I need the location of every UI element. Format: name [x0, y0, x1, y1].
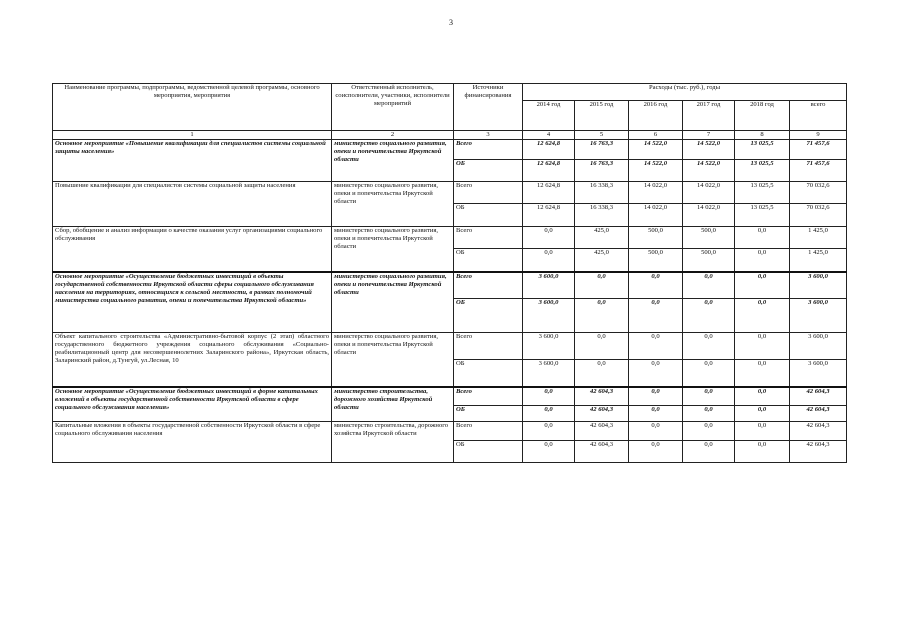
column-number: 5 — [575, 131, 629, 140]
expense-total: 42 604,3 — [790, 406, 847, 422]
page-number: 3 — [449, 18, 453, 27]
expense-value: 42 604,3 — [575, 387, 629, 406]
expense-value: 42 604,3 — [575, 406, 629, 422]
expense-value: 14 522,0 — [629, 160, 683, 182]
expense-value: 13 025,5 — [735, 204, 790, 227]
expense-value: 0,0 — [523, 227, 575, 249]
column-number: 1 — [53, 131, 332, 140]
expense-value: 0,0 — [629, 406, 683, 422]
expense-total: 1 425,0 — [790, 227, 847, 249]
expense-value: 14 022,0 — [683, 182, 735, 204]
funding-source: ОБ — [454, 406, 523, 422]
funding-source: ОБ — [454, 299, 523, 333]
header-year: 2017 год — [683, 101, 735, 131]
header-year: 2018 год — [735, 101, 790, 131]
column-number: 2 — [332, 131, 454, 140]
expense-total: 3 600,0 — [790, 360, 847, 387]
expense-value: 0,0 — [683, 406, 735, 422]
expense-value: 0,0 — [629, 441, 683, 463]
funding-source: ОБ — [454, 360, 523, 387]
expense-value: 0,0 — [683, 299, 735, 333]
funding-source: Всего — [454, 387, 523, 406]
expense-total: 70 032,6 — [790, 204, 847, 227]
measure-name: Основное мероприятие «Осуществление бюджетных инвестиций в форме капитальных вложений в объекты государственной собственности Иркутской области в сфере социального обслуживания населения» — [53, 387, 332, 422]
expense-total: 42 604,3 — [790, 387, 847, 406]
expense-value: 0,0 — [735, 406, 790, 422]
expense-value: 42 604,3 — [575, 422, 629, 441]
expense-value: 0,0 — [683, 387, 735, 406]
measure-name: Повышение квалификации для специалистов системы социальной защиты населения — [53, 182, 332, 227]
responsible-executor: министерство строительства, дорожного хозяйства Иркутской области — [332, 422, 454, 463]
expense-value: 0,0 — [683, 422, 735, 441]
expense-value: 13 025,5 — [735, 182, 790, 204]
table-row — [53, 227, 847, 249]
expense-value: 0,0 — [575, 272, 629, 299]
funding-source: Всего — [454, 227, 523, 249]
expense-value: 3 600,0 — [523, 360, 575, 387]
expense-value: 0,0 — [735, 249, 790, 272]
expense-value: 0,0 — [629, 272, 683, 299]
expense-value: 0,0 — [629, 360, 683, 387]
expense-value: 0,0 — [735, 333, 790, 360]
expense-total: 70 032,6 — [790, 182, 847, 204]
column-number: 4 — [523, 131, 575, 140]
header-name-column: Наименование программы, подпрограммы, ведомственной целевой программы, основного мероприятия, мероприятия — [53, 84, 332, 131]
expense-value: 14 522,0 — [683, 160, 735, 182]
header-total: всего — [790, 101, 847, 131]
expense-value: 0,0 — [735, 360, 790, 387]
table-row — [53, 422, 847, 441]
responsible-executor: министерство строительства, дорожного хозяйства Иркутской области — [332, 387, 454, 422]
expense-value: 14 522,0 — [683, 140, 735, 160]
header-year: 2015 год — [575, 101, 629, 131]
expense-total: 3 600,0 — [790, 333, 847, 360]
column-number: 8 — [735, 131, 790, 140]
expense-value: 14 022,0 — [683, 204, 735, 227]
expense-value: 0,0 — [523, 406, 575, 422]
measure-name: Основное мероприятие «Осуществление бюджетных инвестиций в объекты государственной собственности Иркутской области сферы социального обслуживания населения на территориях, относящихся к сельской местности, в рамках полномочий министерства социального развития, опеки и попечительства Иркутской области» — [53, 272, 332, 333]
table-row — [53, 140, 847, 160]
expense-value: 425,0 — [575, 249, 629, 272]
expense-total: 3 600,0 — [790, 299, 847, 333]
expense-value: 3 600,0 — [523, 299, 575, 333]
funding-source: Всего — [454, 182, 523, 204]
expense-value: 12 624,8 — [523, 204, 575, 227]
expense-value: 500,0 — [629, 249, 683, 272]
funding-source: ОБ — [454, 160, 523, 182]
expense-value: 14 022,0 — [629, 204, 683, 227]
expense-value: 0,0 — [683, 360, 735, 387]
expense-value: 12 624,8 — [523, 160, 575, 182]
expense-value: 16 763,3 — [575, 160, 629, 182]
header-responsible-column: Ответственный исполнитель, соисполнители, участники, исполнители мероприятий — [332, 84, 454, 131]
responsible-executor: министерство социального развития, опеки и попечительства Иркутской области — [332, 140, 454, 182]
expense-value: 12 624,8 — [523, 182, 575, 204]
responsible-executor: министерство социального развития, опеки и попечительства Иркутской области — [332, 227, 454, 272]
header-expenses: Расходы (тыс. руб.), годы — [523, 84, 847, 101]
expense-value: 16 338,3 — [575, 204, 629, 227]
column-number: 6 — [629, 131, 683, 140]
expense-value: 500,0 — [683, 249, 735, 272]
budget-table — [52, 83, 847, 463]
expense-value: 3 600,0 — [523, 272, 575, 299]
header-year: 2016 год — [629, 101, 683, 131]
expense-value: 0,0 — [629, 299, 683, 333]
funding-source: Всего — [454, 333, 523, 360]
expense-value: 16 763,3 — [575, 140, 629, 160]
measure-name: Сбор, обобщение и анализ информации о качестве оказания услуг организациями социального обслуживания — [53, 227, 332, 272]
expense-value: 42 604,3 — [575, 441, 629, 463]
expense-total: 1 425,0 — [790, 249, 847, 272]
table-row — [53, 387, 847, 406]
measure-name: Основное мероприятие «Повышение квалификации для специалистов системы социальной защиты населения» — [53, 140, 332, 182]
header-year: 2014 год — [523, 101, 575, 131]
measure-name: Капитальные вложения в объекты государственной собственности Иркутской области в сфере социального обслуживания населения — [53, 422, 332, 463]
table-row — [53, 333, 847, 360]
column-number: 9 — [790, 131, 847, 140]
expense-value: 425,0 — [575, 227, 629, 249]
expense-value: 13 025,5 — [735, 140, 790, 160]
expense-value: 3 600,0 — [523, 333, 575, 360]
expense-total: 71 457,6 — [790, 140, 847, 160]
expense-value: 0,0 — [575, 299, 629, 333]
expense-value: 0,0 — [683, 441, 735, 463]
expense-value: 0,0 — [523, 387, 575, 406]
column-number: 3 — [454, 131, 523, 140]
expense-value: 500,0 — [683, 227, 735, 249]
expense-value: 13 025,5 — [735, 160, 790, 182]
funding-source: Всего — [454, 272, 523, 299]
expense-value: 0,0 — [683, 333, 735, 360]
expense-value: 0,0 — [683, 272, 735, 299]
expense-value: 0,0 — [735, 227, 790, 249]
expense-total: 42 604,3 — [790, 422, 847, 441]
expense-value: 500,0 — [629, 227, 683, 249]
expense-value: 0,0 — [575, 360, 629, 387]
funding-source: ОБ — [454, 249, 523, 272]
responsible-executor: министерство социального развития, опеки и попечительства Иркутской области — [332, 272, 454, 333]
expense-value: 0,0 — [629, 333, 683, 360]
responsible-executor: министерство социального развития, опеки и попечительства Иркутской области — [332, 182, 454, 227]
expense-value: 0,0 — [523, 441, 575, 463]
funding-source: Всего — [454, 422, 523, 441]
expense-value: 0,0 — [629, 422, 683, 441]
expense-total: 3 600,0 — [790, 272, 847, 299]
expense-total: 71 457,6 — [790, 160, 847, 182]
expense-value: 0,0 — [735, 422, 790, 441]
measure-name: Объект капитального строительства «Административно-бытовой корпус (2 этап) областного государственного бюджетного учреждения социального обслуживания «Социально-реабилитационный центр для несовершеннолетних Заларинского района», Иркутская область, Заларинский район, д.Тунгуй, ул.Лесная, 10 — [53, 333, 332, 387]
expense-value: 14 522,0 — [629, 140, 683, 160]
funding-source: ОБ — [454, 204, 523, 227]
expense-value: 0,0 — [735, 272, 790, 299]
expense-value: 14 022,0 — [629, 182, 683, 204]
expense-value: 0,0 — [735, 299, 790, 333]
responsible-executor: министерство социального развития, опеки и попечительства Иркутской области — [332, 333, 454, 387]
column-number: 7 — [683, 131, 735, 140]
table-row — [53, 182, 847, 204]
expense-value: 12 624,8 — [523, 140, 575, 160]
expense-value: 0,0 — [735, 387, 790, 406]
expense-value: 0,0 — [735, 441, 790, 463]
table-row — [53, 272, 847, 299]
expense-value: 0,0 — [523, 422, 575, 441]
expense-value: 0,0 — [629, 387, 683, 406]
funding-source: Всего — [454, 140, 523, 160]
expense-value: 16 338,3 — [575, 182, 629, 204]
expense-total: 42 604,3 — [790, 441, 847, 463]
header-source-column: Источники финансирования — [454, 84, 523, 131]
expense-value: 0,0 — [523, 249, 575, 272]
expense-value: 0,0 — [575, 333, 629, 360]
funding-source: ОБ — [454, 441, 523, 463]
